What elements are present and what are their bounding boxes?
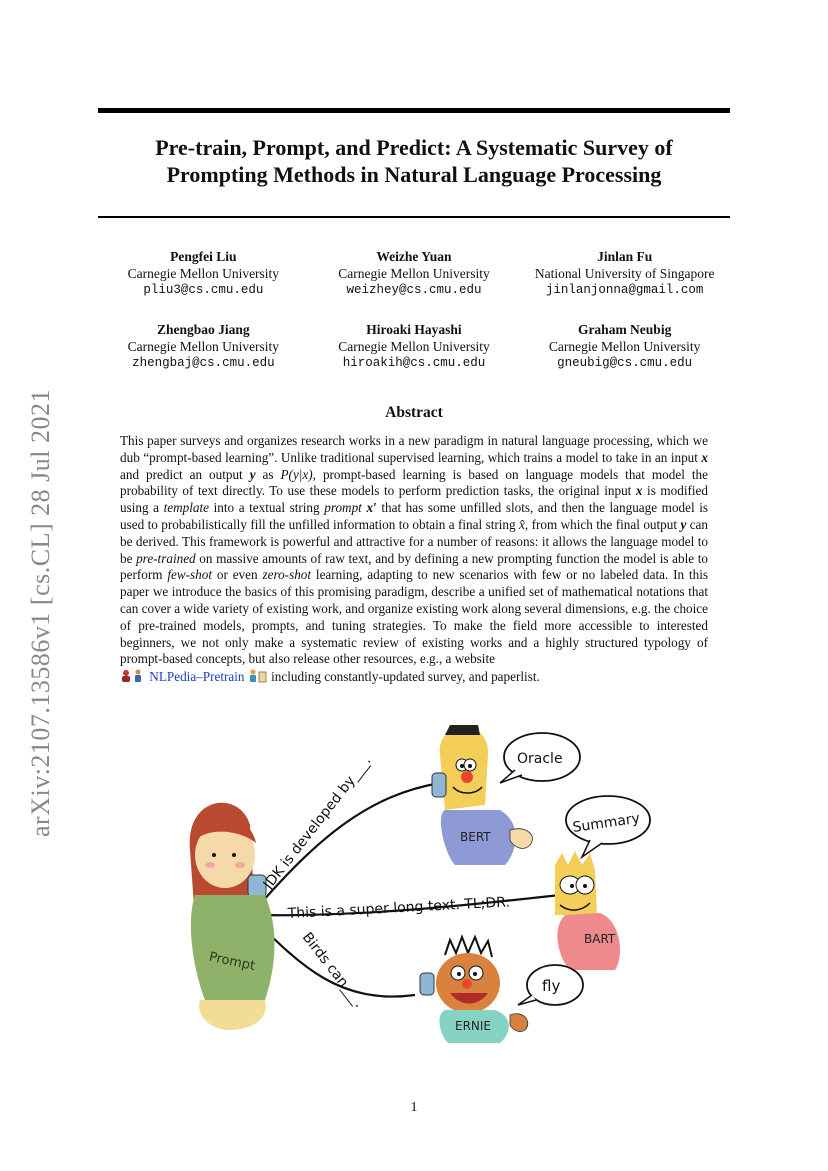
author-block <box>103 248 303 299</box>
author-name: Jinlan Fu <box>597 249 653 264</box>
math-x-hat: x̂ <box>519 516 525 532</box>
math-y: y <box>249 466 256 482</box>
paper-title-line-1: Pre-train, Prompt, and Predict: A Systematic Survey of <box>155 135 673 160</box>
abstract-emphasis: zero-shot <box>262 567 312 583</box>
summary-bubble-text: Summary <box>571 810 641 836</box>
abstract-text: or even <box>212 567 263 583</box>
author-row-1 <box>98 248 730 299</box>
title-bottom-rule <box>98 216 730 218</box>
abstract-text: This paper surveys and organizes research works in a new paradigm in natural language processing, which we dub “prompt-based learning”. Unlike traditional supervised learning, which trains a model to take in an input <box>120 433 708 465</box>
abstract-text: including constantly-updated survey, and paperlist. <box>267 669 540 685</box>
string-to-bert <box>255 783 440 910</box>
paper-title-line-2: Prompting Methods in Natural Language Processing <box>166 162 662 187</box>
abstract-text: can be derived. This framework is powerful and attractive for a number of reasons: it allows the language model to be <box>120 516 708 566</box>
math-x: x <box>701 449 708 465</box>
author-affiliation: Carnegie Mellon University <box>338 339 490 354</box>
author-block <box>314 321 514 372</box>
fly-bubble-text: fly <box>542 977 561 995</box>
title-top-rule <box>98 108 730 113</box>
author-email[interactable]: jinlanjonna@gmail.com <box>545 283 704 297</box>
bart-figure <box>555 851 620 970</box>
tldr-prompt-text: This is a super long text. TL;DR: <box>287 894 511 922</box>
paper-title <box>98 134 730 188</box>
math-y: y <box>680 516 687 532</box>
abstract-emphasis: template <box>163 500 210 516</box>
author-name: Pengfei Liu <box>170 249 237 264</box>
author-name: Zhengbao Jiang <box>157 322 250 337</box>
author-row-2 <box>98 321 730 372</box>
abstract-text: learning, adapting to new scenarios with few or no labeled data. In this paper we introduce the basics of this promising paradigm, describe a unified set of mathematical notations that can cover a wide variety of existing work, and organize existing work along several dimensions, e.g. the choice of pre-trained models, prompts, and tuning strategies. To make the field more accessible to interested beginners, we not only make a systematic review of existing works and a highly structured typology of prompt-based concepts, but also release other resources, e.g., a website <box>120 567 708 667</box>
prompt-girl-figure <box>190 803 275 1030</box>
birds-prompt-text: Birds can___. <box>298 929 368 1011</box>
author-affiliation: National University of Singapore <box>534 266 715 281</box>
ernie-shirt-label: ERNIE <box>455 1019 492 1033</box>
author-affiliation: Carnegie Mellon University <box>548 339 701 354</box>
arxiv-stamp <box>20 378 62 848</box>
book-reader-icon <box>248 668 268 688</box>
author-block <box>525 321 725 372</box>
abstract-emphasis: few-shot <box>167 567 213 583</box>
abstract-paragraph <box>120 433 708 688</box>
author-email[interactable]: gneubig@cs.cmu.edu <box>557 356 693 370</box>
ernie-figure <box>420 937 528 1043</box>
author-affiliation: Carnegie Mellon University <box>127 266 280 281</box>
oracle-bubble-text: Oracle <box>517 751 563 767</box>
author-name: Hiroaki Hayashi <box>366 322 462 337</box>
author-email[interactable]: weizhey@cs.cmu.edu <box>346 283 482 297</box>
abstract-text: on massive amounts of raw text, and by defining a new prompting function the model is able to perform <box>120 550 709 583</box>
fly-speech-bubble <box>518 965 583 1005</box>
bert-shirt-label: BERT <box>460 830 491 844</box>
bart-shirt-label: BART <box>584 932 616 946</box>
author-block <box>103 321 303 372</box>
author-block <box>525 248 725 299</box>
abstract-text: and predict an output <box>120 466 250 482</box>
abstract-body <box>120 433 708 688</box>
summary-speech-bubble <box>566 796 650 857</box>
math-x-prime: x′ <box>366 500 377 516</box>
abstract-text: as <box>255 466 281 482</box>
abstract-text: that has some unfilled slots, and then the language model is used to probabilistically fill the unfilled information to obtain a final string <box>120 500 709 532</box>
abstract-heading: Abstract <box>385 404 443 421</box>
author-name: Weizhe Yuan <box>376 249 452 264</box>
arxiv-stamp-text: arXiv:2107.13586v1 [cs.CL] 28 Jul 2021 <box>26 389 55 837</box>
author-email[interactable]: hiroakih@cs.cmu.edu <box>342 356 486 370</box>
jdk-prompt-text: JDK is developed by___. <box>260 752 375 893</box>
abstract-text: into a textual string <box>209 500 325 516</box>
abstract-text: , from which the final output <box>524 516 681 532</box>
reading-person-icon <box>120 668 146 688</box>
author-affiliation: Carnegie Mellon University <box>338 266 490 281</box>
prompt-illustration <box>170 715 670 1045</box>
author-block <box>314 248 514 299</box>
author-affiliation: Carnegie Mellon University <box>127 339 280 354</box>
oracle-speech-bubble <box>500 733 580 783</box>
author-email[interactable]: zhengbaj@cs.cmu.edu <box>132 356 275 370</box>
abstract-text: , prompt-based learning is based on language models that model the probability of text directly. To use these models to perform prediction tasks, the original input <box>120 466 708 499</box>
girl-shirt-label: Prompt <box>207 949 257 975</box>
math-p-y-given-x: P(y|x) <box>280 466 313 482</box>
author-email[interactable]: pliu3@cs.cmu.edu <box>143 283 264 297</box>
abstract-emphasis: pre-trained <box>136 550 196 566</box>
math-x: x <box>635 483 643 499</box>
author-name: Graham Neubig <box>577 322 672 337</box>
page-number: 1 <box>410 1100 418 1115</box>
nlpedia-pretrain-link[interactable]: NLPedia–Pretrain <box>149 669 245 685</box>
abstract-text: is modified using a <box>120 483 708 516</box>
abstract-emphasis: prompt <box>324 500 362 516</box>
